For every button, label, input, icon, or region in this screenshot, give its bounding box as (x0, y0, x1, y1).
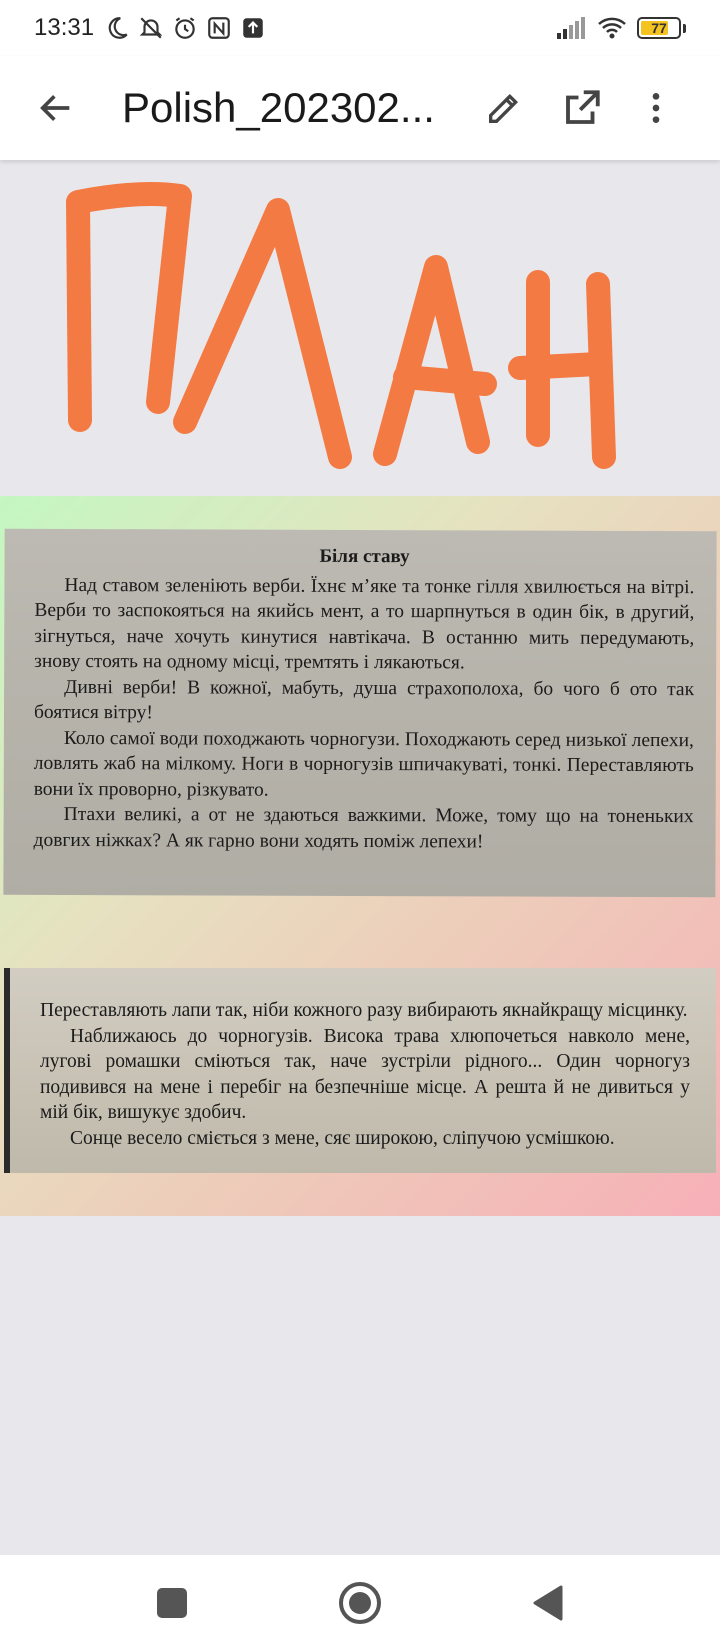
recents-button[interactable] (142, 1573, 202, 1633)
textbook-page-photo-1 (3, 529, 716, 897)
paragraph: Переставляють лапи так, ніби кожного разу вибирають якнайкращу місцинку. (40, 1000, 688, 1021)
back-nav-button[interactable] (518, 1573, 578, 1633)
circle-home-icon (337, 1580, 383, 1626)
paragraph: Птахи великі, а от не здаються важкими. Може, тому що на тоненьких довгих ніжках? А як гарно вони ходять поміж лепехи! (33, 803, 694, 852)
paragraph: Дивні верби! В кожної, мабуть, душа страхополоха, бо чого б ото так боятися вітру! (33, 676, 695, 724)
document-title: Polish_202302... (122, 84, 435, 131)
status-time: 13:31 (34, 14, 95, 41)
pencil-icon (484, 88, 524, 128)
paragraph: Наближаюсь до чорногузів. Висока трава хлюпочеться навколо мене, лугові ромашки сміються так, наче зустріли рідного... Один чорногуз подивився на мене і перебіг на безпечніше місце. А решта й не дивиться у мій бік, вишукує здобич. (40, 1025, 690, 1123)
paragraph: Сонце весело сміється з мене, сяє широкою, сліпучою усмішкою. (70, 1127, 615, 1149)
arrow-back-icon (36, 88, 76, 128)
status-bar (0, 0, 720, 56)
document-viewer[interactable] (0, 160, 720, 1555)
battery-percent: 77 (651, 20, 667, 36)
edit-button[interactable] (472, 76, 536, 140)
battery-icon (637, 17, 681, 39)
alarm-clock-icon (172, 15, 198, 41)
triangle-back-icon (531, 1584, 565, 1622)
wifi-icon (597, 16, 627, 40)
signal-icon (557, 17, 587, 39)
battery-tip (683, 24, 686, 33)
muted-bell-icon (138, 15, 164, 41)
handwritten-plan-drawing (50, 172, 630, 472)
status-icons (104, 15, 266, 41)
do-not-disturb-moon-icon (104, 15, 130, 41)
square-recents-icon (155, 1586, 189, 1620)
textbook-page-photo-2 (4, 968, 716, 1173)
nfc-icon (206, 15, 232, 41)
more-options-button[interactable] (624, 76, 688, 140)
open-in-new-icon (561, 87, 603, 129)
home-button[interactable] (330, 1573, 390, 1633)
back-button[interactable] (24, 76, 88, 140)
status-right (557, 16, 686, 40)
page-title: Біля ставу (319, 545, 410, 568)
open-external-button[interactable] (550, 76, 614, 140)
upload-icon (240, 15, 266, 41)
app-bar (0, 56, 720, 160)
more-vertical-icon (636, 88, 676, 128)
paragraph: Коло самої води походжають чорногузи. Походжають серед низької лепехи, ловлять жаб на мілкому. Ноги в чорногузів шпичакуваті, тонкі. Переставляють вони їх проворно, різкувато. (33, 727, 694, 801)
system-navigation-bar (0, 1555, 720, 1650)
paragraph: Над ставом зеленіють верби. Їхнє м’яке та тонке гілля хвилюється на вітрі. Верби то заспокояться на якийсь мент, а то шарпнуться в один бік, в другий, зігнуться, наче хочуть кинутися навтікача. В останню мить передумають, знову стоять на одному місці, тремтять і лякаються. (34, 574, 695, 674)
